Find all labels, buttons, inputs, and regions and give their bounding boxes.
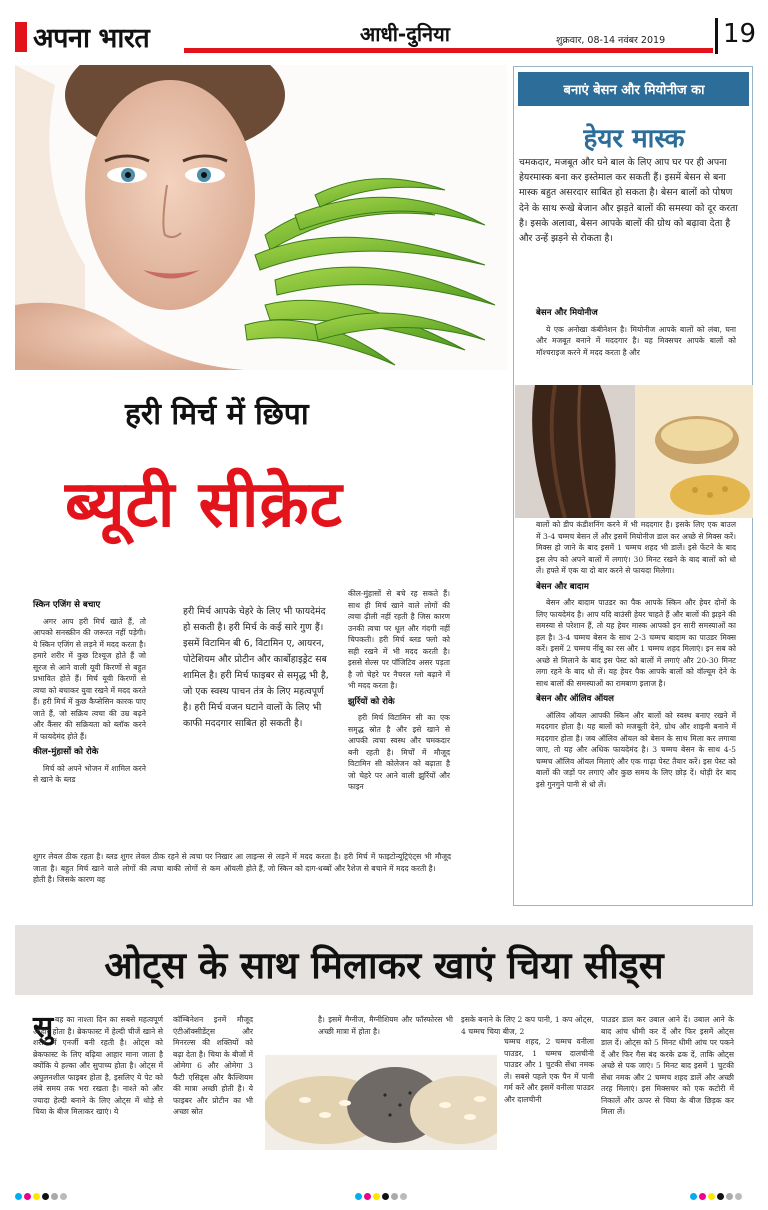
chili-sub-acne: कील-मुंहासों को रोके (33, 747, 99, 757)
chili-col-3 (348, 588, 450, 794)
cyan-dot (690, 1193, 697, 1200)
yellow-dot (373, 1193, 380, 1200)
hair-mask-box (513, 66, 753, 906)
hair-besan-mayo-text: ये एक अनोखा कंबीनेशन है। मियोनीज आपके बालों को लंबा, घना और मजबूत बनाने में मददगार है। यह मिक्सचर आपके बालों को मॉश्चराइज करने में मदद करता है और (536, 324, 736, 357)
hair-mask-sec2 (536, 519, 736, 791)
magenta-dot (364, 1193, 371, 1200)
gray-dot (391, 1193, 398, 1200)
hair-and-besan-illustration (515, 385, 753, 518)
oats-col-1: बह का नाश्ता दिन का सबसे महत्वपूर्ण आहार होता है। ब्रेकफास्ट में हेल्दी चीजें खाने से शरीर में एनर्जी बनी रहती है। ओट्स को ब्रेकफास्ट के लिए बढ़िया आहार माना जाता है क्योंकि ये हल्का और सुपाच्य होता है। ओट्स में अघुलनशील फाइबर होता है, इसलिए ये पेट को लंबे समय तक भरा रखता है। नाश्ते को और ज्यादा हेल्दी बनाने के लिए ओट्स में थोड़े से चिया के बीज मिलाकर खाएं। ये (33, 1015, 163, 1116)
chili-bottom-left: शुगर लेवल ठीक रहता है। ब्लड शुगर लेवल ठीक रहने से त्वचा पर निखार आ जाता है। बहुत मिर्च खाने वाले लोगों की त्वचा बाकी लोगों से कम ऑयली होती है। जिसके कारण वह (33, 852, 243, 884)
header-red-block (15, 22, 27, 52)
chili-aging-text: अगर आप हरी मिर्च खाते हैं, तो आपको सनस्क्रीन की जरूरत नहीं पड़ेगी। ये स्किन एजिंग से लड़ने में मदद करता है। हमारे शरीर में कुछ टिश्यूज होते हैं जो सूरज से आने वाली यूवी किरणों से बहुत प्रभावित होते हैं। मिर्च यूवी किरणों से त्वचा को बचाकर युवा रखने में मदद करते हैं। हरी मिर्च में कुछ कैप्सेसिन कारक पाए जाते हैं, जो सक्रिय त्वचा की उम्र बढ़ने और कैंसर की सक्रियता को ब्लॉक करने में फायदेमंद होते हैं। (33, 616, 146, 741)
chili-col-1 (33, 595, 146, 787)
gray-dot (60, 1193, 67, 1200)
chili-sub-aging: स्किन एजिंग से बचाए (33, 600, 101, 610)
hair-mask-title-1: बनाएं बेसन और मियोनीज का (563, 83, 705, 98)
chili-wrinkles-text: हरी मिर्च विटामिन सी का एक समृद्ध स्रोत है और इसे खाने से आपकी त्वचा स्वस्थ और चमकदार बनी रहती है। मिर्चों में मौजूद विटामिन सी कोलेजन को बढ़ाता है जो चेहरे पर आने वाली झुर्रियों और फाइन (348, 713, 450, 791)
black-dot (382, 1193, 389, 1200)
footer-color-bar-center (355, 1185, 409, 1204)
black-dot (717, 1193, 724, 1200)
footer-color-bar-right (690, 1185, 744, 1204)
hair-sub-besan-almond: बेसन और बादाम (536, 581, 589, 592)
hair-mask-sec1 (536, 303, 736, 359)
hair-sub-besan-mayo: बेसन और मियोनीज (536, 308, 598, 318)
hero-photo (15, 65, 507, 370)
hair-photo (515, 385, 753, 518)
gray-dot (51, 1193, 58, 1200)
hair-besan-almond-text: बेसन और बादाम पाउडर का पैक आपके स्किन और हेयर दोनों के लिए फायदेमंद है। आप यदि बाउंसी हेयर चाहते हैं और बालों की झड़ने की समस्या से परेशान हैं, तो यह हेयर मास्क आपको इन सारी समस्याओं का हल है। 3-4 चम्मच बेसन के साथ 2-3 चम्मच बादाम का पाउडर मिक्स करें। इसमें 2 चम्मच नींबू का रस और 1 चम्मच शहद मिलाएं। इन सब को अच्छे से मिलाने के बाद इस पेस्ट को बालों में लगाएं और 20-30 मिनट लगा रहने के बाद धो लें। यह हेयर पैक आपके बालों को वॉल्यूम देने के साथ बालों की समस्याओं का रामबाण इलाज है। (536, 598, 736, 688)
hair-mask-title-2: हेयर मास्क (583, 124, 685, 154)
chili-headline-big: ब्यूटी सीक्रेट (65, 468, 343, 542)
gray-dot (735, 1193, 742, 1200)
chili-quote-box: हरी मिर्च आपके चेहरे के लिए भी फायदेमंद हो सकती है। हरी मिर्च के कई सारे गुण हैं। इसमें विटामिन बी 6, विटामिन ए, आयरन, पोटेशियम और प्रोटीन और कार्बोहाइड्रेट सब शामिल है। हरी मिर्च फाइबर से समृद्ध भी है, जो एक स्वस्थ पाचन तंत्र के लिए महत्वपूर्ण है। हरी मिर्च वजन घटाने वालों के लिए भी काफी मददगार साबित हो सकती है। (183, 606, 329, 729)
chili-sub-wrinkles: झुर्रियों को रोके (348, 696, 395, 707)
hair-mask-intro: चमकदार, मजबूत और घने बाल के लिए आप घर पर ही अपना हेयरमास्क बना कर इस्तेमाल कर सकती हैं। इसमें बेसन से बना मास्क बहुत असरदार साबित हो सकता है। बेसन बालों को पोषण देने के साथ रूखे बेजान और झड़ते बालों की समस्या को दूर करता है। इसके अलावा, बेसन आपके बालों की ग्रोथ को बढ़ावा देता है और उन्हें झड़ने से रोकता है। (519, 157, 738, 245)
oats-col-3-top: इसके बनाने के लिए 2 कप पानी, 1 कप ओट्स, 4 चम्मच चिया बीज, 2 (461, 1015, 594, 1036)
yellow-dot (708, 1193, 715, 1200)
oats-col-2-wide: है। इसमें मैग्नीज, मैग्नीशियम और फॉस्फोरस भी अच्छी मात्रा में होता है। (318, 1015, 453, 1036)
gray-dot (726, 1193, 733, 1200)
oats-and-chia-illustration (265, 1055, 497, 1150)
oats-dropcap: सु (33, 1010, 54, 1045)
cyan-dot (355, 1193, 362, 1200)
brand-logo: अपना भारत (33, 23, 150, 54)
yellow-dot (33, 1193, 40, 1200)
footer-color-bar-left (15, 1185, 69, 1204)
oats-col-3: चम्मच शहद, 2 चम्मच वनीला पाउडर, 1 चम्मच दालचीनी पाउडर और 1 चुटकी सेंधा नमक लें। सबसे पहले एक पैन में पानी गर्म करें और इसमें वनीला पाउडर और दालचीनी (504, 1037, 594, 1104)
hair-besan-mayo-cont: बालों को डीप कंडीशनिंग करने में भी मददगार है। इसके लिए एक बाउल में 3-4 चम्मच बेसन लें और इसमें मियोनीज डाल कर अच्छे से मिक्स करें। मिक्स हो जाने के बाद इसमें 1 चम्मच शहद भी डालें। इसे फेंटने के बाद इस लेप को अपने बालों में लगाएं। 30 मिनट रखने के बाद बालों को धो लें। हफ्ते में एक या दो बार करने से फायदा मिलेगा। (536, 520, 736, 575)
magenta-dot (699, 1193, 706, 1200)
magenta-dot (24, 1193, 31, 1200)
oats-headline: ओट्स के साथ मिलाकर खाएं चिया सीड्स (104, 944, 664, 987)
chili-col3-text: कील-मुंहासों से बचे रह सकते हैं। साथ ही मिर्च खाने वाले लोगों की त्वचा ढ़ीली नहीं रहती है जिस कारण उनकी त्वचा पर धूल और गंदगी नहीं चिपकती। हरी मिर्च ब्लड फ्लो को सही रखने में भी मदद करती है। इससे सेल्स पर पॉजिटिव असर पड़ता है जो चेहरे पर नैचरल ग्लो बढ़ाने में भी मदद करता है। (348, 589, 450, 690)
cyan-dot (15, 1193, 22, 1200)
header-rule (184, 48, 713, 53)
chili-bottom-right: लाइन्स से लड़ने में मदद करता है। हरी मिर्च में फाइटोन्यूट्रिएंट्स भी मौजूद होते हैं, जो स्किन को दाग-धब्बों और रैशेज से बचाने में मदद करती है। (246, 852, 451, 873)
chili-headline-small: हरी मिर्च में छिपा (125, 397, 309, 432)
section-title: आधी-दुनिया (360, 22, 450, 46)
oats-photo (265, 1055, 497, 1150)
oats-col-2: कॉम्बिनेशन इनमें मौजूद एंटीऑक्सीडेंट्स और मिनरल्स की शक्तियों को बढ़ा देता है। चिया के बीजों में ओमेगा 6 और ओमेगा 3 फैटी एसिड्स और कैल्शियम की मात्रा अच्छी होती है। ये फाइबर और प्रोटीन का भी अच्छा स्रोत (173, 1015, 253, 1116)
issue-date: शुक्रवार, 08-14 नवंबर 2019 (556, 35, 666, 46)
header-divider (715, 18, 718, 54)
page-number: 19 (723, 19, 757, 49)
chili-acne-text: मिर्च को अपने भोजन में शामिल करने से खाने के ब्लड (33, 763, 146, 784)
hair-sub-besan-olive: बेसन और ऑलिव ऑयल (536, 694, 614, 704)
gray-dot (400, 1193, 407, 1200)
woman-with-chilies-illustration (15, 65, 507, 370)
oats-col-4: पाउडर डाल कर उबाल आने दें। उबाल आने के बाद आंच धीमी कर दें और फिर इसमें ओट्स डाल दें। ओट्स को 5 मिनट धीमी आंच पर पकने दें और फिर गैस बंद करके ढक दें, ताकि ओट्स अच्छे से पक जाएं। 5 मिनट बाद इसमें 1 चुटकी सेंधा नमक और 2 चम्मच शहद डालें और अच्छी तरह मिलाएं। इस मिक्सचर को एक कटोरी में निकालें और ऊपर से चिया के बीज छिड़क कर मिला लें। (601, 1015, 734, 1116)
header (0, 0, 768, 60)
hair-besan-olive-text: ऑलिव ऑयल आपकी स्किन और बालों को स्वस्थ बनाए रखने में मददगार होता है। यह बालों को मजबूती देने, ग्रोथ और शाइनी बनाने में मददगार होता है। जब ऑलिव ऑयल को बेसन के साथ मिला कर लगाया जाए, तो यह और अधिक फायदेमंद है। 3 चम्मच बेसन के साथ 4-5 चम्मच ऑलिव ऑयल मिलाएं और एक गाढ़ा पेस्ट तैयार करें। इस पेस्ट को बालों की जड़ों पर लगाएं और कुछ समय के लिए छोड़ दें। थोड़ी देर बाद इसे गुनगुने पानी से धो लें। (536, 710, 736, 789)
black-dot (42, 1193, 49, 1200)
